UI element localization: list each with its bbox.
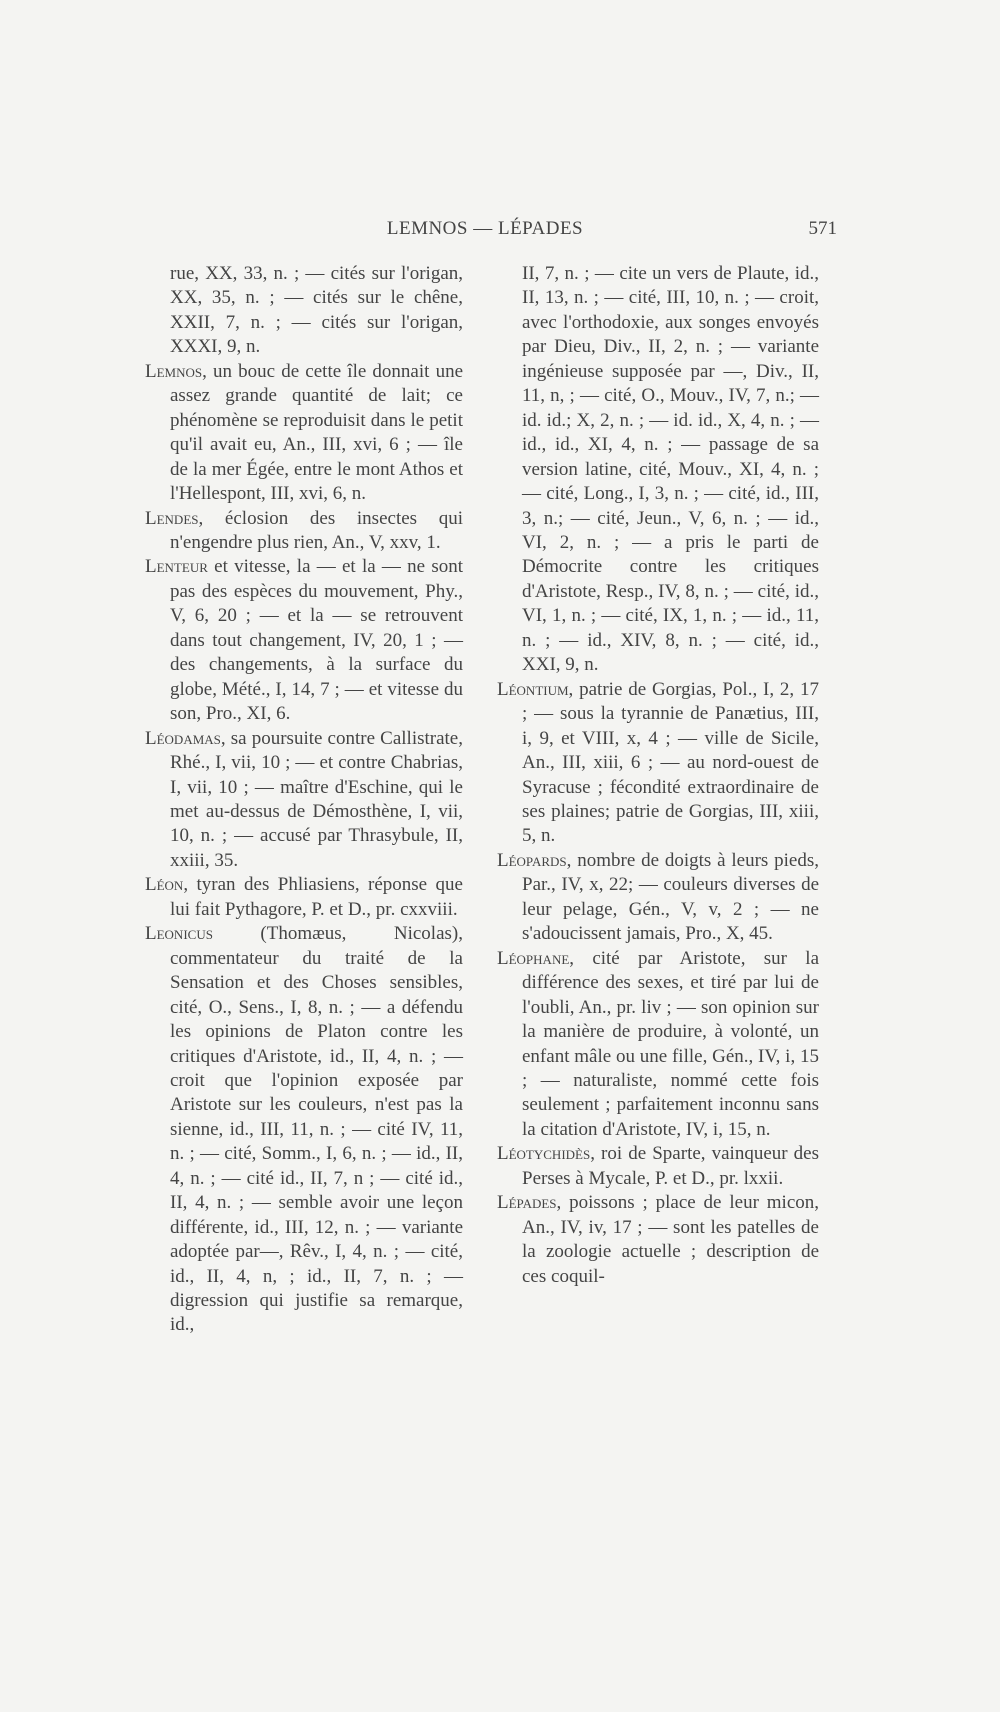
entry-text: roi de Sparte, vainqueur des Perses à Mycale, P. et D., pr. lxxii. [522,1143,819,1189]
entry-text: sa poursuite contre Callistrate, Rhé., I, vii, 10 ; — et contre Chabrias, I, vii, 10 ; — maître d'Eschine, qui le met au-dessus de Démosthène, I, vii, 10, n. ; — accusé par Thrasybule, II, xxiii, 35. [170,727,463,871]
entry-headword: Léotychidès, [497,1143,595,1165]
entry-text: poissons ; place de leur micon, An., IV, iv, 17 ; — sont les patelles de la zoologie actuelle ; description de ces coquil- [522,1192,819,1287]
index-entry [145,873,463,922]
entry-headword: Lendes, [145,507,204,529]
entry-headword: Lemnos, [145,360,207,382]
left-column [145,262,463,1338]
index-entry [497,1191,819,1289]
entry-text: tyran des Phliasiens, réponse que lui fait Pythagore, P. et D., pr. cxxviii. [170,874,463,920]
entry-headword: Léodamas, [145,727,226,749]
running-head [145,218,837,248]
page-number: 571 [808,218,837,239]
index-entry [145,727,463,874]
index-entry [497,947,819,1143]
entry-text: cité par Aristote, sur la différence des sexes, et tiré par lui de l'oubli, An., pr. liv ; — son opinion sur la manière de produire, à volonté, un enfant mâle ou une fille, Gén., IV, i, 15 ; — naturaliste, nommé cette fois seulement ; parfaitement inconnu sans la citation d'Aristote, IV, i, 15, n. [522,947,819,1140]
entry-headword: Léophane, [497,947,575,969]
entry-text: II, 7, n. ; — cite un vers de Plaute, id., II, 13, n. ; — cité, III, 10, n. ; — croit, avec l'orthodoxie, aux songes envoyés par Dieu, Div., II, 2, n. ; — variante ingénieuse supposée par —, Div., II, 11, n, ; — cité, O., Mouv., IV, 7, n.; — id. id.; X, 2, n. ; — id. id., X, 4, n. ; — id., id., XI, 4, n. ; — passage de sa version latine, cité, Mouv., XI, 4, n. ; — cité, Long., I, 3, n. ; — cité, id., III, 3, n.; — cité, Jeun., V, 6, n. ; — id., VI, 2, n. ; — a pris le parti de Démocrite contre les critiques d'Aristote, Resp., IV, 8, n. ; — cité, id., VI, 1, n. ; — cité, IX, 1, n. ; — id., 11, n. ; — id., XIV, 8, n. ; — cité, id., XXI, 9, n. [522,263,819,676]
entry-text: éclosion des insectes qui n'engendre plus rien, An., V, xxv, 1. [170,507,463,553]
entry-text: patrie de Gorgias, Pol., I, 2, 17 ; — sous la tyrannie de Panætius, III, i, 9, et VIII, x, 4 ; — ville de Sicile, An., III, xiii, 6 ; — au nord-ouest de Syracuse ; fécondité extraordinaire de ses plaines; patrie de Gorgias, III, xiii, 5, n. [522,678,819,847]
running-title: LEMNOS — LÉPADES [386,218,584,239]
entry-headword: Léopards, [497,849,572,871]
index-entry [497,1142,819,1191]
index-entry [145,555,463,726]
entry-headword: Léon, [145,874,189,896]
entry-text: (Thomæus, Nicolas), commentateur du traité de la Sensation et des Choses sensibles, cité, O., Sens., I, 8, n. ; — a défendu les opinions de Platon contre les critiques d'Aristote, id., II, 4, n. ; — croit que l'opinion exposée par Aristote sur les couleurs, n'est pas la sienne, id., III, 11, n. ; — cité IV, 11, n. ; — cité, Somm., I, 6, n. ; — id., II, 4, n. ; — cité id., II, 7, n ; — cité id., II, 4, n. ; — semble avoir une leçon différente, id., III, 12, n. ; — variante adoptée par—, Rêv., I, 4, n. ; — cité, id., II, 4, n, ; id., II, 7, n. ; — digression qui justifie sa remarque, id., [170,923,463,1336]
index-entry [145,360,463,507]
index-entry [145,922,463,1338]
index-entry [145,507,463,556]
index-entry [145,262,463,360]
entry-headword: Léontium, [497,678,574,700]
entry-headword: Lenteur [145,556,208,578]
entry-text: rue, XX, 33, n. ; — cités sur l'origan, XX, 35, n. ; — cités sur le chêne, XXII, 7, n. ; — cités sur l'origan, XXXI, 9, n. [170,263,463,358]
entry-headword: Leonicus [145,923,213,945]
entry-text: un bouc de cette île donnait une assez grande quantité de lait; ce phénomène se reproduisit dans le petit qu'il avait eu, An., III, xvi, 6 ; — île de la mer Égée, entre le mont Athos et l'Hellespont, III, xvi, 6, n. [170,360,463,505]
index-entry [497,678,819,849]
entry-text: nombre de doigts à leurs pieds, Par., IV, x, 22; — couleurs diverses de leur pelage, Gén., V, v, 2 ; — ne s'adoucissent jamais, Pro., X, 45. [522,849,819,945]
index-entry [497,262,819,678]
entry-headword: Lépades, [497,1192,562,1214]
entry-text: et vitesse, la — et la — ne sont pas des espèces du mouvement, Phy., V, 6, 20 ; — et la — se retrouvent dans tout changement, IV, 20, 1 ; — des changements, à la surface du globe, Mété., I, 14, 7 ; — et vitesse du son, Pro., XI, 6. [170,556,463,725]
right-column [497,262,819,1289]
index-entry [497,849,819,947]
